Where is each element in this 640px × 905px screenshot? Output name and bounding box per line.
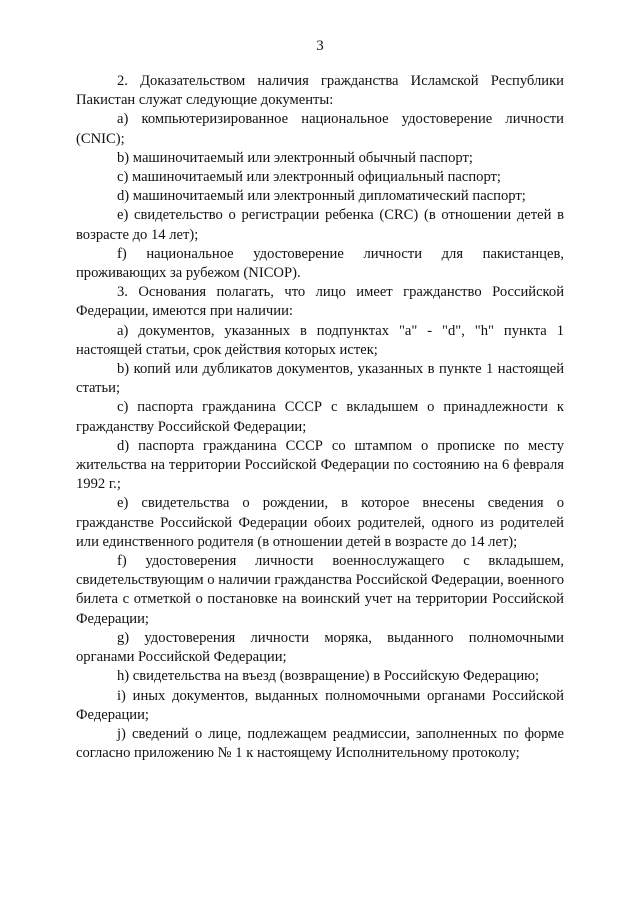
item-2d: d) машиночитаемый или электронный дипломатический паспорт; [117,188,526,205]
paragraph-2: 2. Доказательством наличия гражданства Исламской Республики Пакистан служат следующие документы: [76,73,564,109]
item-2a: a) компьютеризированное национальное удостоверение личности (CNIC); [76,111,564,147]
item-3g: g) удостоверения личности моряка, выданного полномочными органами Российской Федерации; [76,629,564,666]
item-3j: j) сведений о лице, подлежащем реадмиссии, заполненных по форме согласно приложению № 1 к настоящему Исполнительному протоколу; [76,725,564,762]
item-3b: b) копий или дубликатов документов, указанных в пункте 1 настоящей статьи; [76,361,564,397]
document-body [76,72,564,763]
item-3i: i) иных документов, выданных полномочными органами Российской Федерации; [76,687,564,723]
item-3e: e) свидетельства о рождении, в которое внесены сведения о гражданстве Российской Федерации обоих родителей, одного из родителей или единственного родителя (в отношении детей в возрасте до 14 лет); [76,495,564,550]
item-2b: b) машиночитаемый или электронный обычный паспорт; [117,149,473,166]
item-3a: a) документов, указанных в подпунктах "a" - "d", "h" пункта 1 настоящей статьи, срок действия которых истек; [76,322,564,358]
paragraph-3: 3. Основания полагать, что лицо имеет гражданство Российской Федерации, имеются при наличии: [76,284,564,320]
item-3d: d) паспорта гражданина СССР со штампом о прописке по месту жительства на территории Российской Федерации по состоянию на 6 февраля 1992 г.; [76,437,564,493]
item-3f: f) удостоверения личности военнослужащего с вкладышем, свидетельствующим о наличии гражданства Российской Федерации, военного билета с отметкой о постановке на воинский учет на территории Российской Федерации; [76,553,564,627]
item-2f: f) национальное удостоверение личности для пакистанцев, проживающих за рубежом (NICOP). [76,245,564,282]
item-2c: c) машиночитаемый или электронный официальный паспорт; [117,169,501,186]
page-number: 3 [316,38,324,54]
item-2e: e) свидетельство о регистрации ребенка (CRC) (в отношении детей в возрасте до 14 лет); [76,207,564,243]
item-3c: c) паспорта гражданина СССР с вкладышем о принадлежности к гражданству Российской Федерации; [76,399,564,435]
item-3h: h) свидетельства на въезд (возвращение) в Российскую Федерацию; [117,668,540,685]
